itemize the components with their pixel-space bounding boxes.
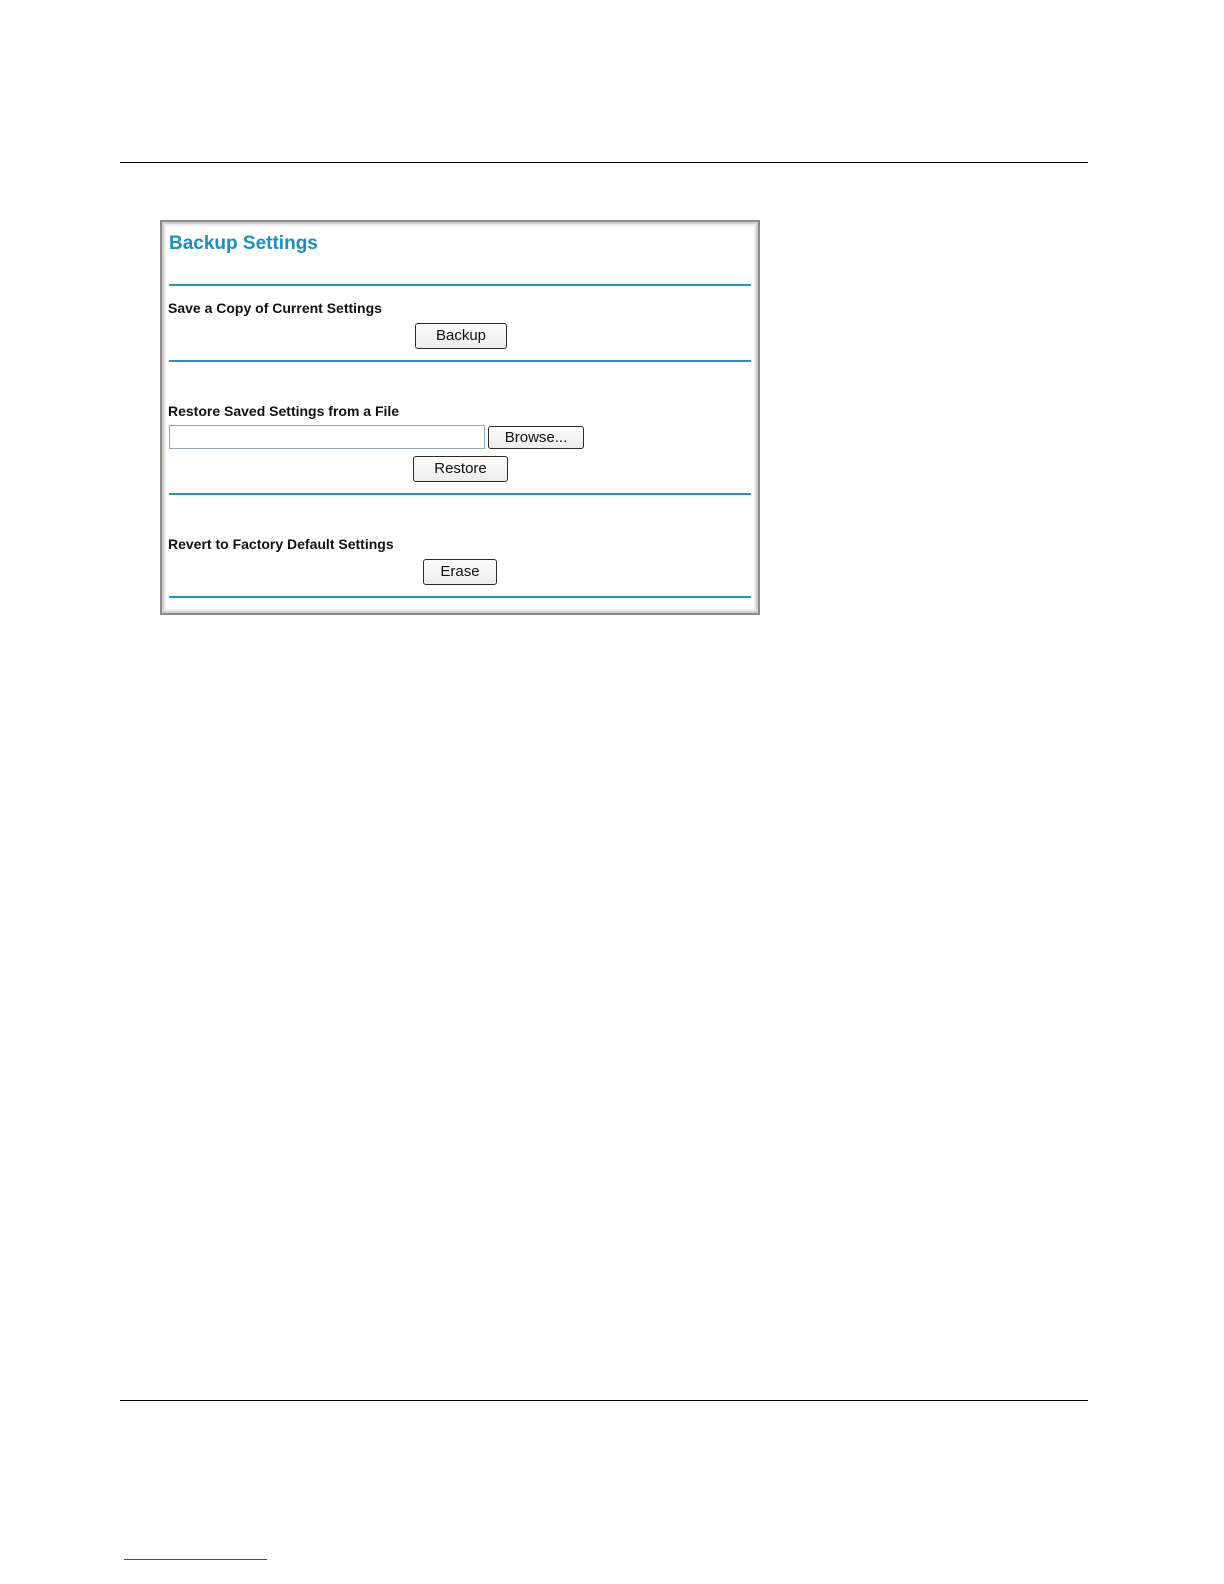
section-divider xyxy=(169,284,751,286)
page-title: Backup Settings xyxy=(169,233,318,254)
erase-section-label: Revert to Factory Default Settings xyxy=(168,536,394,552)
erase-button[interactable]: Erase xyxy=(423,559,497,585)
backup-section-label: Save a Copy of Current Settings xyxy=(168,300,382,316)
restore-file-input[interactable] xyxy=(169,425,485,449)
section-divider xyxy=(169,596,751,598)
browse-button[interactable]: Browse... xyxy=(488,426,584,449)
restore-section-label: Restore Saved Settings from a File xyxy=(168,403,400,419)
restore-button[interactable]: Restore xyxy=(413,456,508,482)
backup-settings-screenshot xyxy=(160,220,760,615)
section-divider xyxy=(169,360,751,362)
page-footer-rule xyxy=(120,1400,1088,1401)
footer-link-underline xyxy=(124,1559,267,1560)
backup-button[interactable]: Backup xyxy=(415,323,507,349)
backup-settings-panel xyxy=(167,227,753,608)
section-divider xyxy=(169,493,751,495)
page-header-rule xyxy=(120,162,1088,163)
